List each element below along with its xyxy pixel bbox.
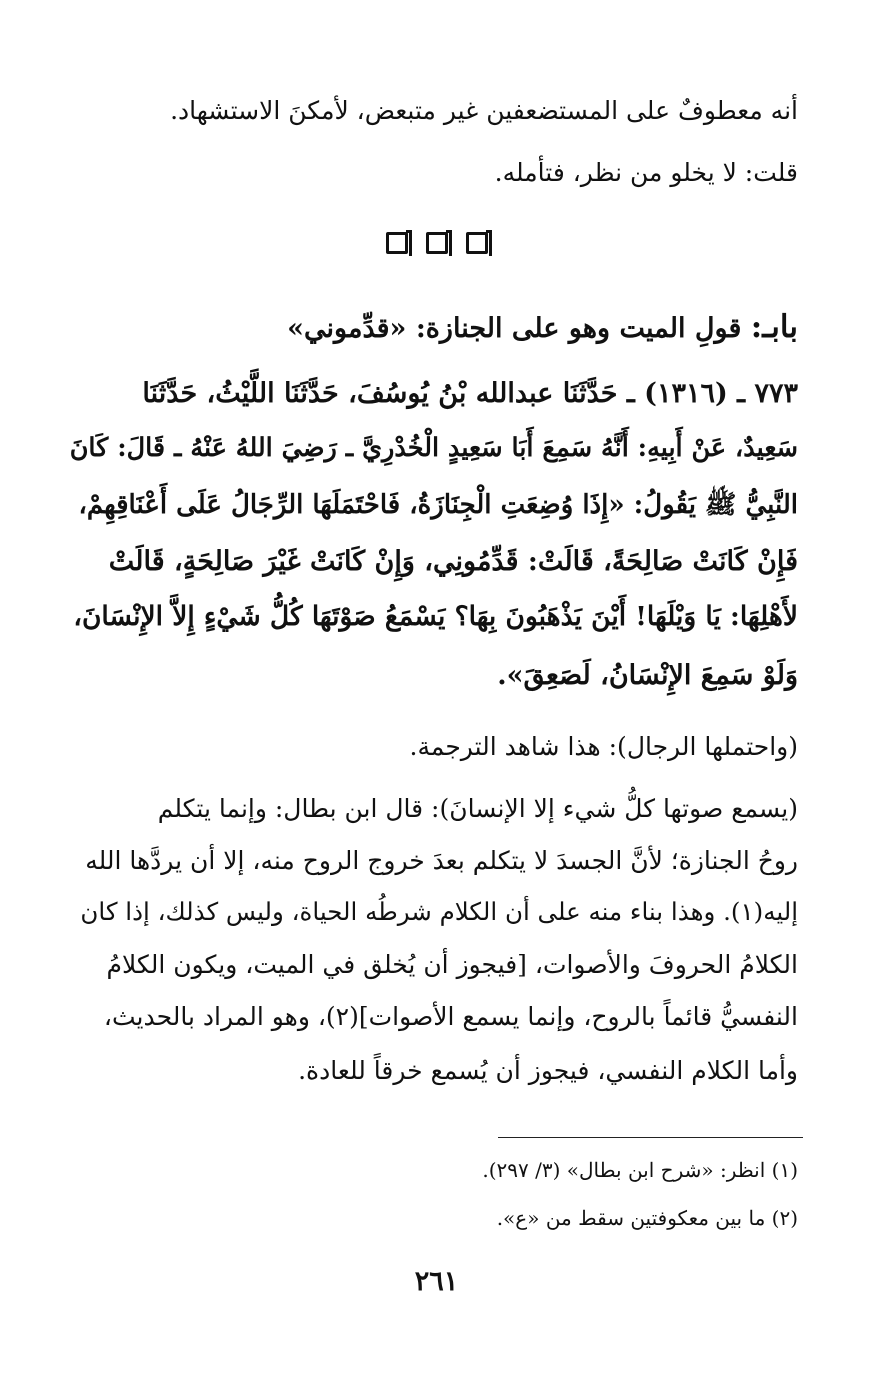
footnote-divider: [498, 1137, 803, 1138]
page-number: ٢٦١: [414, 1266, 459, 1297]
hadith-line: سَعِيدٌ، عَنْ أَبِيهِ: أَنَّهُ سَمِعَ أَبَا سَعِيدٍ الْخُدْرِيَّ ـ رَضِيَ اللهُ عَنْهُ ـ قَالَ: كَانَ: [69, 433, 798, 463]
hadith-line: فَإِنْ كَانَتْ صَالِحَةً، قَالَتْ: قَدِّمُونِي، وَإِنْ كَانَتْ غَيْرَ صَالِحَةٍ، قَالَتْ: [108, 546, 798, 577]
hadith-line: لأَهْلِهَا: يَا وَيْلَهَا! أَيْنَ يَذْهَبُونَ بِهَا؟ يَسْمَعُ صَوْتَهَا كُلُّ شَيْءٍ إِلاَّ الإِنْسَانَ،: [73, 601, 798, 632]
chapter-prefix: بابـ:: [750, 309, 798, 345]
hadith-line: النَّبِيُّ ﷺ يَقُولُ: «إِذَا وُضِعَتِ الْجِنَازَةُ، فَاحْتَمَلَهَا الرِّجَالُ عَلَى أَعْنَاقِهِمْ،: [78, 490, 798, 520]
footnote-2: (٢) ما بين معكوفتين سقط من «ع».: [496, 1206, 798, 1230]
hadith-line: وَلَوْ سَمِعَ الإِنْسَانُ، لَصَعِقَ».: [497, 660, 798, 691]
commentary-line: الكلامُ الحروفَ والأصوات، [فيجوز أن يُخلق في الميت، ويكون الكلامُ: [106, 950, 798, 979]
intro-line-2: قلت: لا يخلو من نظر، فتأمله.: [494, 158, 798, 187]
commentary-line: (يسمع صوتها كلُّ شيء إلا الإنسانَ): قال ابن بطال: وإنما يتكلم: [157, 794, 798, 823]
commentary-line: إليه(١). وهذا بناء منه على أن الكلام شرطُه الحياة، وليس كذلك، إذا كان: [80, 897, 798, 926]
chapter-heading: [287, 309, 798, 345]
intro-line-1: أنه معطوفٌ على المستضعفين غير متبعض، لأمكنَ الاستشهاد.: [170, 96, 798, 125]
ornament-square-icon: [466, 232, 488, 254]
commentary-line: وأما الكلام النفسي، فيجوز أن يُسمع خرقاً للعادة.: [298, 1056, 798, 1085]
ornament-square-icon: [386, 232, 408, 254]
commentary-line: النفسيُّ قائماً بالروح، وإنما يسمع الأصوات](٢)، وهو المراد بالحديث،: [103, 1002, 798, 1031]
commentary-paragraph-1: (واحتملها الرجال): هذا شاهد الترجمة.: [409, 732, 798, 761]
hadith-line: ٧٧٣ ـ (١٣١٦) ـ حَدَّثَنَا عبدالله بْنُ يُوسُفَ، حَدَّثَنَا اللَّيْثُ، حَدَّثَنَا: [142, 378, 798, 409]
section-separator: [0, 232, 873, 254]
ornament-square-icon: [426, 232, 448, 254]
commentary-line: روحُ الجنازة؛ لأنَّ الجسدَ لا يتكلم بعدَ خروج الروح منه، إلا أن يردَّها الله: [85, 846, 798, 875]
footnote-1: (١) انظر: «شرح ابن بطال» (٣/ ٢٩٧).: [482, 1158, 798, 1182]
chapter-title: قولِ الميت وهو على الجنازة: «قدِّموني»: [287, 313, 742, 344]
